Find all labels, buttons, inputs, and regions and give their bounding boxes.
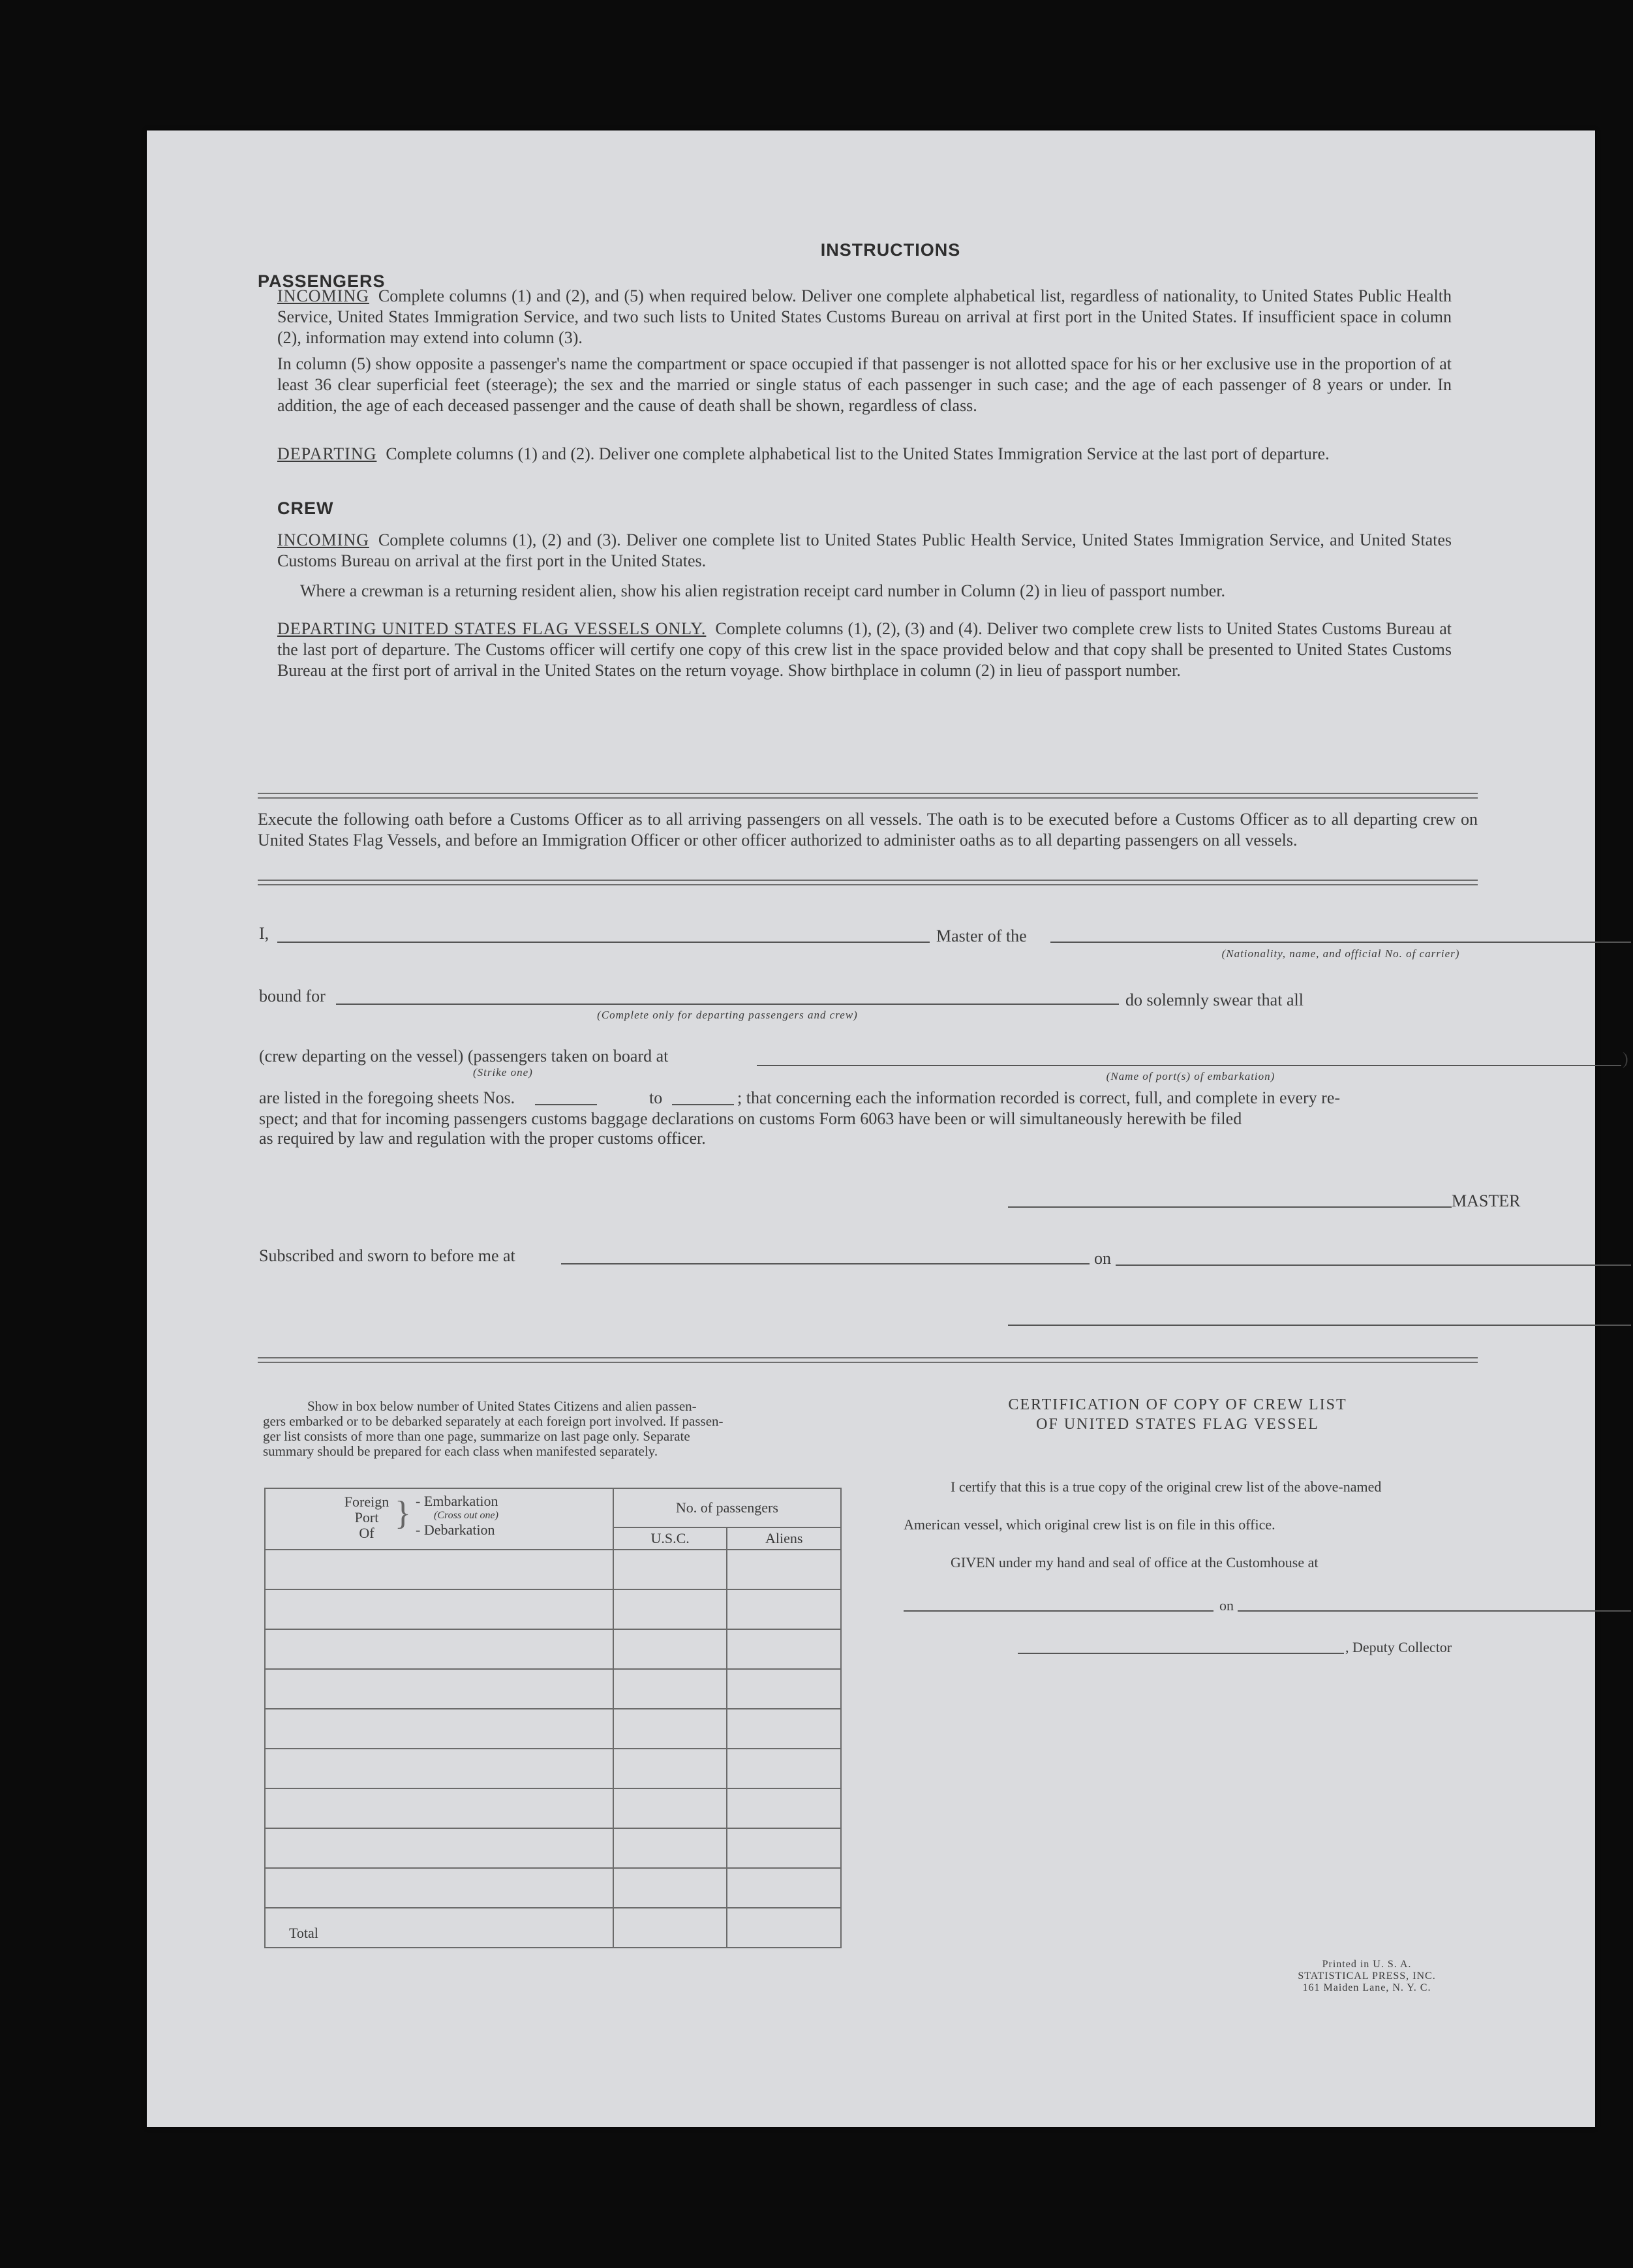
master-signature-label: MASTER xyxy=(1452,1191,1521,1210)
strike-choice-text: (crew departing on the vessel) (passengers taken on board at xyxy=(259,1047,669,1065)
crew-incoming-paragraph xyxy=(277,530,1452,572)
strike-caption: (Strike one) xyxy=(473,1066,533,1079)
sheets-text-1: are listed in the foregoing sheets Nos. xyxy=(259,1088,515,1107)
sheets-text-3: spect; and that for incoming passengers customs baggage declarations on customs Form 6063 have been or will simultaneously herewith be filed xyxy=(259,1109,1242,1128)
usc-total-cell[interactable] xyxy=(613,1908,727,1948)
no-of-passengers-header: No. of passengers xyxy=(613,1488,841,1527)
printer-imprint xyxy=(1269,1959,1465,1994)
aliens-cell[interactable] xyxy=(727,1709,841,1749)
sheet-from-field[interactable] xyxy=(535,1104,597,1105)
passengers-incoming-text: Complete columns (1) and (2), and (5) when required below. Deliver one complete alphabetical list, regardless of nationality, to United States Public Health Service, United States Immigration Service, and two such lists to United States Customs Bureau on arrival at first port in the United States. If insufficient space in column (2), information may extend into column (3). xyxy=(277,286,1452,347)
crew-incoming-text: Complete columns (1), (2) and (3). Deliver one complete list to United States Public Health Service, United States Immigration Service, and United States Customs Bureau on arrival at the first port in the United States. xyxy=(277,530,1452,570)
foreign-port-header xyxy=(265,1488,613,1550)
crew-heading: CREW xyxy=(277,498,334,518)
usc-cell[interactable] xyxy=(613,1709,727,1749)
imprint-line: 161 Maiden Lane, N. Y. C. xyxy=(1302,1982,1431,1993)
form-sheet xyxy=(147,130,1628,2127)
crew-departing-label: DEPARTING UNITED STATES FLAG VESSELS ONLY. xyxy=(277,619,707,638)
sworn-date-field[interactable] xyxy=(1116,1264,1631,1266)
subscribed-label: Subscribed and sworn to before me at xyxy=(259,1246,515,1265)
summary-instructions-line: Show in box below number of United States Citizens and alien passen- xyxy=(307,1398,697,1414)
aliens-cell[interactable] xyxy=(727,1669,841,1709)
aliens-header: Aliens xyxy=(727,1527,841,1550)
crew-incoming-label: INCOMING xyxy=(277,530,369,549)
brace-icon: } xyxy=(395,1495,411,1532)
usc-cell[interactable] xyxy=(613,1669,727,1709)
usc-cell[interactable] xyxy=(613,1749,727,1788)
passengers-departing-label: DEPARTING xyxy=(277,444,377,463)
embarkation-option[interactable]: - Embarkation xyxy=(416,1493,498,1509)
summary-instructions-line: summary should be prepared for each class when manifested separately. xyxy=(263,1443,658,1459)
cross-out-note: (Cross out one) xyxy=(434,1510,498,1521)
embark-options xyxy=(416,1494,498,1537)
sheet-to-field[interactable] xyxy=(672,1104,734,1105)
passengers-departing-paragraph xyxy=(277,444,1452,465)
crew-departing-paragraph xyxy=(277,619,1452,681)
usc-cell[interactable] xyxy=(613,1589,727,1629)
cert-on-label: on xyxy=(1219,1597,1234,1614)
imprint-line: STATISTICAL PRESS, INC. xyxy=(1298,1970,1436,1982)
certify-line-2: American vessel, which original crew list is on file in this office. xyxy=(904,1516,1275,1533)
deputy-collector-label: , Deputy Collector xyxy=(1345,1639,1452,1655)
customhouse-field[interactable] xyxy=(904,1610,1213,1612)
summary-instructions xyxy=(263,1399,844,1459)
usc-cell[interactable] xyxy=(613,1550,727,1589)
deputy-collector-signature-field[interactable] xyxy=(1018,1653,1344,1654)
certify-line-1: I certify that this is a true copy of the original crew list of the above-named xyxy=(951,1479,1382,1495)
aliens-cell[interactable] xyxy=(727,1828,841,1868)
port-cell[interactable] xyxy=(265,1828,613,1868)
passengers-incoming-label: INCOMING xyxy=(277,286,369,305)
port-cell[interactable] xyxy=(265,1669,613,1709)
divider xyxy=(258,793,1478,799)
sheets-to: to xyxy=(649,1088,663,1107)
passengers-departing-text: Complete columns (1) and (2). Deliver one complete alphabetical list to the United States Immigration Service at the last port of departure. xyxy=(386,444,1330,463)
port-cell[interactable] xyxy=(265,1788,613,1828)
summary-instructions-line: gers embarked or to be debarked separately at each foreign port involved. If passen- xyxy=(263,1413,724,1429)
ports-of-embarkation-field[interactable] xyxy=(757,1065,1621,1066)
divider xyxy=(258,1357,1478,1363)
usc-header: U.S.C. xyxy=(613,1527,727,1550)
close-paren: ) xyxy=(1623,1049,1628,1068)
aliens-cell[interactable] xyxy=(727,1788,841,1828)
sheets-text-4: as required by law and regulation with the proper customs officer. xyxy=(259,1129,706,1148)
passengers-column5-paragraph: In column (5) show opposite a passenger's name the compartment or space occupied if that passenger is not allotted space for his or her exclusive use in the proportion of at least 36 clear superficial feet (steerage); the sex and the married or single status of each passenger in such case; and the age of each passenger of 8 years or under. In addition, the age of each deceased passenger and the cause of death shall be shown, regardless of class. xyxy=(277,354,1452,415)
sheets-text-2: ; that concerning each the information recorded is correct, full, and complete in every re- xyxy=(737,1088,1341,1107)
oath-instruction: Execute the following oath before a Customs Officer as to all arriving passengers on all vessels. The oath is to be executed before a Customs Officer as to all departing crew on United States Flag Vessels, and before an Immigration Officer or other officer authorized to administer oaths as to all departing passengers on all vessels. xyxy=(258,810,1478,850)
port-cell[interactable] xyxy=(265,1868,613,1908)
officer-signature-field[interactable] xyxy=(1008,1325,1631,1326)
crew-resident-paragraph: Where a crewman is a returning resident alien, show his alien registration receipt card number in Column (2) in lieu of passport number. xyxy=(300,581,1226,600)
aliens-cell[interactable] xyxy=(727,1629,841,1669)
usc-cell[interactable] xyxy=(613,1868,727,1908)
bound-for-label: bound for xyxy=(259,987,326,1005)
passenger-summary-table xyxy=(264,1488,842,1948)
port-cell[interactable] xyxy=(265,1749,613,1788)
aliens-cell[interactable] xyxy=(727,1589,841,1629)
oath-i-label: I, xyxy=(259,924,269,943)
instructions-title: INSTRUCTIONS xyxy=(820,240,961,260)
on-label: on xyxy=(1094,1249,1111,1268)
of-label: Of xyxy=(359,1525,374,1541)
port-cell[interactable] xyxy=(265,1709,613,1749)
port-cell[interactable] xyxy=(265,1589,613,1629)
sworn-at-field[interactable] xyxy=(561,1263,1090,1264)
certification-title-line: CERTIFICATION OF COPY OF CREW LIST xyxy=(1008,1396,1347,1413)
master-name-field[interactable] xyxy=(277,942,930,943)
carrier-caption: (Nationality, name, and official No. of carrier) xyxy=(1221,947,1460,960)
passengers-incoming-paragraph xyxy=(277,286,1452,348)
swear-text: do solemnly swear that all xyxy=(1125,990,1304,1009)
aliens-cell[interactable] xyxy=(727,1550,841,1589)
passengers-heading: PASSENGERS xyxy=(258,271,386,291)
master-signature-field[interactable] xyxy=(1008,1206,1452,1208)
cert-date-field[interactable] xyxy=(1238,1610,1631,1612)
bound-for-field[interactable] xyxy=(336,1004,1119,1005)
imprint-line: Printed in U. S. A. xyxy=(1322,1959,1412,1970)
port-cell[interactable] xyxy=(265,1629,613,1669)
port-label: Port xyxy=(354,1509,379,1525)
debarkation-option[interactable]: - Debarkation xyxy=(416,1522,495,1538)
ports-caption: (Name of port(s) of embarkation) xyxy=(1106,1070,1275,1082)
total-label: Total xyxy=(265,1908,613,1948)
carrier-field[interactable] xyxy=(1050,942,1631,943)
certification-title xyxy=(975,1395,1380,1434)
foreign-port-label xyxy=(341,1494,393,1541)
aliens-cell[interactable] xyxy=(727,1868,841,1908)
certification-title-line: OF UNITED STATES FLAG VESSEL xyxy=(1036,1416,1319,1433)
summary-instructions-line: ger list consists of more than one page, summarize on last page only. Separate xyxy=(263,1428,690,1444)
aliens-total-cell[interactable] xyxy=(727,1908,841,1948)
given-line: GIVEN under my hand and seal of office at the Customhouse at xyxy=(951,1554,1319,1571)
usc-cell[interactable] xyxy=(613,1828,727,1868)
port-cell[interactable] xyxy=(265,1550,613,1589)
bound-for-caption: (Complete only for departing passengers and crew) xyxy=(597,1009,858,1021)
usc-cell[interactable] xyxy=(613,1788,727,1828)
usc-cell[interactable] xyxy=(613,1629,727,1669)
divider xyxy=(258,880,1478,885)
foreign-label: Foreign xyxy=(344,1494,389,1510)
crew-departing-text: Complete columns (1), (2), (3) and (4). Deliver two complete crew lists to United States Customs Bureau at the last port of departure. The Customs officer will certify one copy of this crew list in the space provided below and that copy shall be presented to United States Customs Bureau at the first port of arrival in the United States on the return voyage. Show birthplace in column (2) in lieu of passport number. xyxy=(277,619,1452,680)
aliens-cell[interactable] xyxy=(727,1749,841,1788)
master-of-the-label: Master of the xyxy=(936,927,1027,945)
